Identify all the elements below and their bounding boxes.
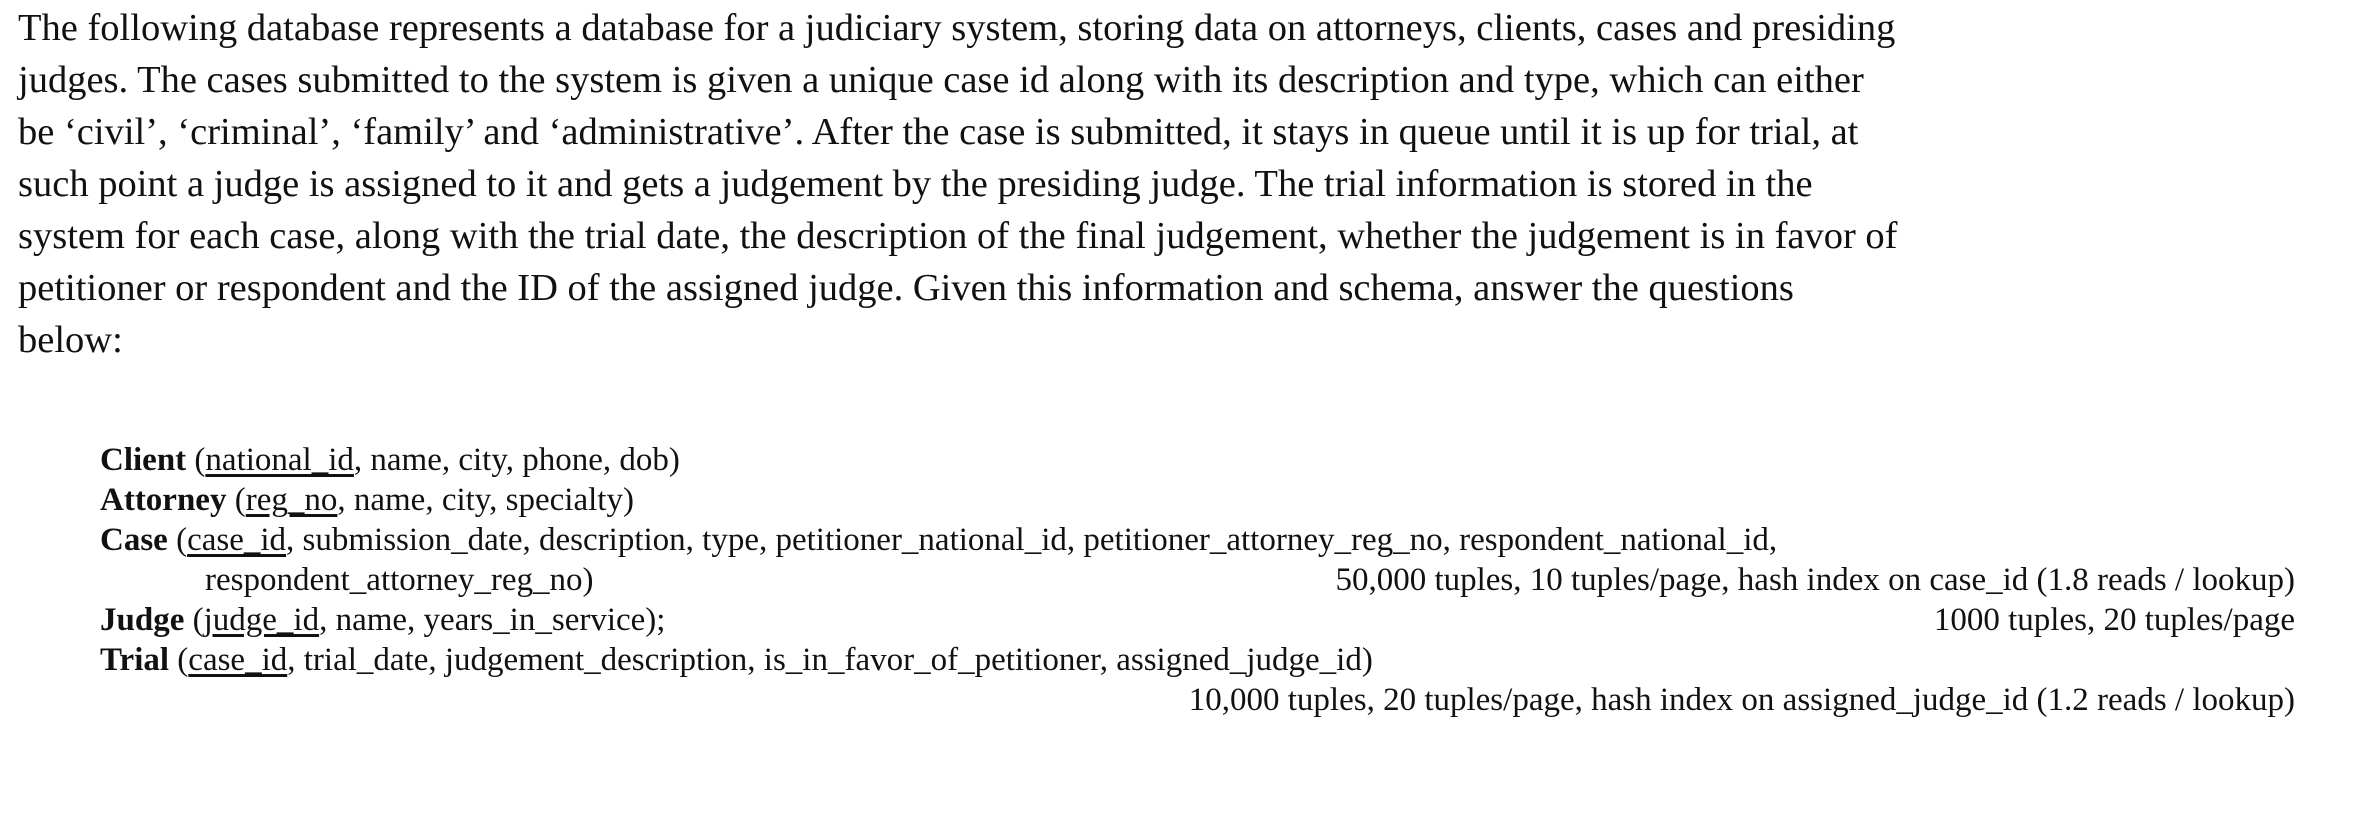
- attribute-list: , name, city, phone, dob): [353, 442, 680, 478]
- schema-case-continuation: [100, 560, 2295, 600]
- paren-open: (: [186, 442, 206, 478]
- paren-open: (: [226, 482, 246, 518]
- relation-name: Trial: [100, 642, 170, 678]
- schema-client: [100, 440, 2295, 480]
- intro-line: such point a judge is assigned to it and gets a judgement by the presiding judge. The trial information is stored in the: [18, 163, 1813, 205]
- intro-line: judges. The cases submitted to the system is given a unique case id along with its description and type, which can either: [18, 59, 1864, 101]
- relation-stats: 1000 tuples, 20 tuples/page: [1933, 602, 2295, 638]
- relation-name: Judge: [100, 602, 185, 638]
- primary-key: case_id: [188, 642, 288, 678]
- intro-line: below:: [18, 319, 123, 361]
- intro-line: petitioner or respondent and the ID of the assigned judge. Given this information and schema, answer the questions: [18, 267, 1794, 309]
- relation-stats: 10,000 tuples, 20 tuples/page, hash index on assigned_judge_id (1.2 reads / lookup): [1188, 682, 2295, 718]
- schema-attorney: [100, 480, 2295, 520]
- relation-name: Attorney: [100, 482, 227, 518]
- primary-key: reg_no: [245, 482, 338, 518]
- intro-line: be ‘civil’, ‘criminal’, ‘family’ and ‘administrative’. After the case is submitted, it stays in queue until it is up for trial, at: [18, 111, 1859, 153]
- primary-key: case_id: [187, 522, 287, 558]
- paren-open: (: [167, 522, 188, 558]
- attribute-list: , trial_date, judgement_description, is_in_favor_of_petitioner, assigned_judge_id): [287, 642, 1373, 678]
- intro-line: The following database represents a database for a judiciary system, storing data on attorneys, clients, cases and presiding: [18, 7, 1896, 49]
- relation-name: Case: [100, 522, 168, 558]
- primary-key: judge_id: [203, 602, 320, 638]
- attribute-list: , name, years_in_service);: [319, 602, 666, 638]
- intro-line: system for each case, along with the trial date, the description of the final judgement, whether the judgement is in favor of: [18, 215, 1898, 257]
- relation-stats: 50,000 tuples, 10 tuples/page, hash index on case_id (1.8 reads / lookup): [1335, 562, 2295, 598]
- paren-open: (: [169, 642, 189, 678]
- schema-case: [100, 520, 2295, 560]
- relation-name: Client: [100, 442, 187, 478]
- attribute-list: , submission_date, description, type, petitioner_national_id, petitioner_attorney_reg_no, respondent_national_id,: [286, 522, 1778, 558]
- primary-key: national_id: [205, 442, 354, 478]
- schema-trial-stats-row: [100, 680, 2295, 720]
- attribute-list-continuation: respondent_attorney_reg_no): [205, 562, 594, 598]
- paren-open: (: [184, 602, 204, 638]
- schema-judge: [100, 600, 2295, 640]
- schema-trial: [100, 640, 2295, 680]
- attribute-list: , name, city, specialty): [337, 482, 634, 518]
- intro-paragraph: [18, 2, 2353, 366]
- schema-list: [100, 440, 2295, 720]
